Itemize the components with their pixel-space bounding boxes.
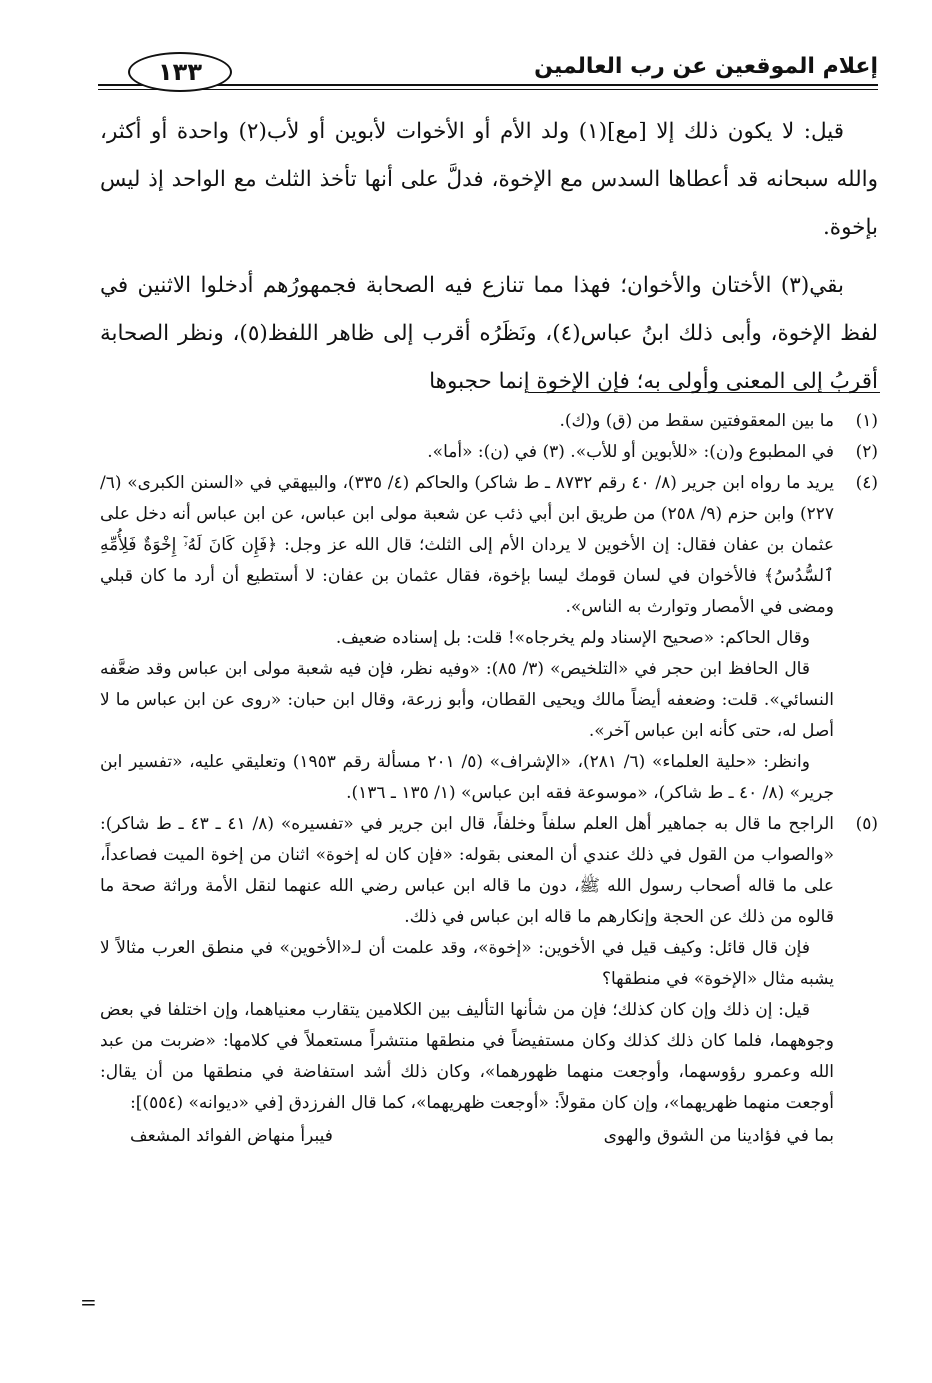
verse-second-hemistich: فيبرأ منهاض الفوائد المشعف xyxy=(130,1126,333,1146)
footnote-text: قال الحافظ ابن حجر في «التلخيص» (٣/ ٨٥): «وفيه نظر، فإن فيه شعبة مولى ابن عباس وقد ضعَّفه النسائي». قلت: وضعفه أيضاً مالك ويحيى القطان، وأبو زرعة، وقال ابن حبان: «روى عن ابن عباس ما لا أصل له، حتى كأنه ابن عباس آخر». xyxy=(100,659,834,741)
book-title: إعلام الموقعين عن رب العالمين xyxy=(534,54,878,79)
footnotes xyxy=(100,406,878,1152)
footnote-2 xyxy=(100,437,878,468)
footnote-4 xyxy=(100,468,878,809)
footnote-text: في المطبوع و(ن): «للأبوين أو للأب». (٣) في (ن): «أما». xyxy=(427,442,834,462)
footnote-text: قيل: إن ذلك وإن كان كذلك؛ فإن من شأنها التأليف بين الكلامين يتقارب معنياهما، وإن اختلفا في بعض وجوههما، فلما كان ذلك كذلك وكان مستفيضاً في منطقها منتشراً مستعملاً في كلامها: «ضربت من عبد الله وعمرو رؤوسهما، وأوجعت منهما ظهورهما»، وكان ذلك أشد استفاضة في منطقها من أن يقال: أوجعت منهما ظهريهما»، وإن كان مقولاً: «أوجعت ظهريهما»، كما قال الفرزدق [في «ديوانه» (٥٥٤)]: xyxy=(100,1000,834,1113)
footnote-number: (٤) xyxy=(855,473,878,493)
footnote-text: وانظر: «حلية العلماء» (٦/ ٢٨١)، «الإشراف» (٥/ ٢٠١ مسألة رقم ١٩٥٣) وتعليقي عليه، «تفسير ابن جرير» (٨/ ٤٠ ـ ط شاكر)، «موسوعة فقه ابن عباس» (١/ ١٣٥ ـ ١٣٦). xyxy=(100,752,834,803)
footnote-text: يريد ما رواه ابن جرير (٨/ ٤٠ رقم ٨٧٣٢ ـ ط شاكر) والحاكم (٤/ ٣٣٥)، والبيهقي في «السنن الكبرى» (٦/ ٢٢٧) وابن حزم (٩/ ٢٥٨) من طريق ابن أبي ذئب عن شعبة مولى ابن عباس، عن ابن عباس أنه دخل على عثمان بن عفان فقال: إن الأخوين لا يردان الأم إلى الثلث؛ قال الله عز وجل: ﴿فَإِن كَانَ لَهُۥٓ إِخْوَةٌ فَلِأُمِّهِ ٱلسُّدُسُ﴾ فالأخوان في لسان قومك ليسا بإخوة، فقال عثمان بن عفان: لا أستطيع أن أرد ما كان قبلي ومضى في الأمصار وتوارث به الناس». xyxy=(100,473,834,617)
footnote-separator xyxy=(528,392,880,393)
header-rule-thin xyxy=(98,89,878,90)
footnote-number: (٥) xyxy=(855,814,878,834)
footnote-text: الراجح ما قال به جماهير أهل العلم سلفاً وخلفاً، قال ابن جرير في «تفسيره» (٨/ ٤١ ـ ٤٣ ـ ط شاكر): «والصواب من القول في ذلك عندي أن المعنى بقوله: «فإن كان له إخوة» اثنان من إخوة الميت فصاعداً، على ما قاله أصحاب رسول الله ﷺ، دون ما قاله ابن عباس رضي الله عنهما لنقل الأمة وراثة صحة ما قالوه من ذلك عن الحجة وإنكارهم ما قاله ابن عباس في ذلك. xyxy=(100,814,834,927)
footnote-text: ما بين المعقوفتين سقط من (ق) و(ك). xyxy=(559,411,834,431)
verse-first-hemistich: بما في فؤادينا من الشوق والهوى xyxy=(603,1126,834,1146)
footnote-text: فإن قال قائل: وكيف قيل في الأخوين: «إخوة»، وقد علمت أن لـ«الأخوين» في منطق العرب مثالاً لا يشبه مثال «الإخوة» في منطقها؟ xyxy=(100,938,834,989)
continuation-mark: = xyxy=(80,1290,97,1314)
footnote-text: وقال الحاكم: «صحيح الإسناد ولم يخرجاه»! قلت: بل إسناده ضعيف. xyxy=(335,628,810,648)
page-number: ١٣٣ xyxy=(128,52,232,92)
footnote-5 xyxy=(100,809,878,1152)
page-header xyxy=(98,48,878,98)
footnote-1 xyxy=(100,406,878,437)
main-paragraph-1: قيل: لا يكون ذلك إلا [مع](١) ولد الأم أو الأخوات لأبوين أو لأب(٢) واحدة أو أكثر، والله سبحانه قد أعطاها السدس مع الإخوة، فدلَّ على أنها تأخذ الثلث مع الواحد إذ ليس بإخوة. xyxy=(100,119,878,240)
footnote-number: (١) xyxy=(855,411,878,431)
footnote-number: (٢) xyxy=(855,442,878,462)
poem-verse xyxy=(100,1121,834,1152)
main-paragraph-2: بقي(٣) الأختان والأخوان؛ فهذا مما تنازع فيه الصحابة فجمهورُهم أدخلوا الاثنين في لفظ الإخوة، وأبى ذلك ابنُ عباس(٤)، ونَظَرُه أقرب إلى ظاهر اللفظ(٥)، ونظر الصحابة أقربُ إلى المعنى وأولى به؛ فإن الإخوة إنما حجبوها xyxy=(100,273,878,394)
main-text xyxy=(100,108,878,416)
